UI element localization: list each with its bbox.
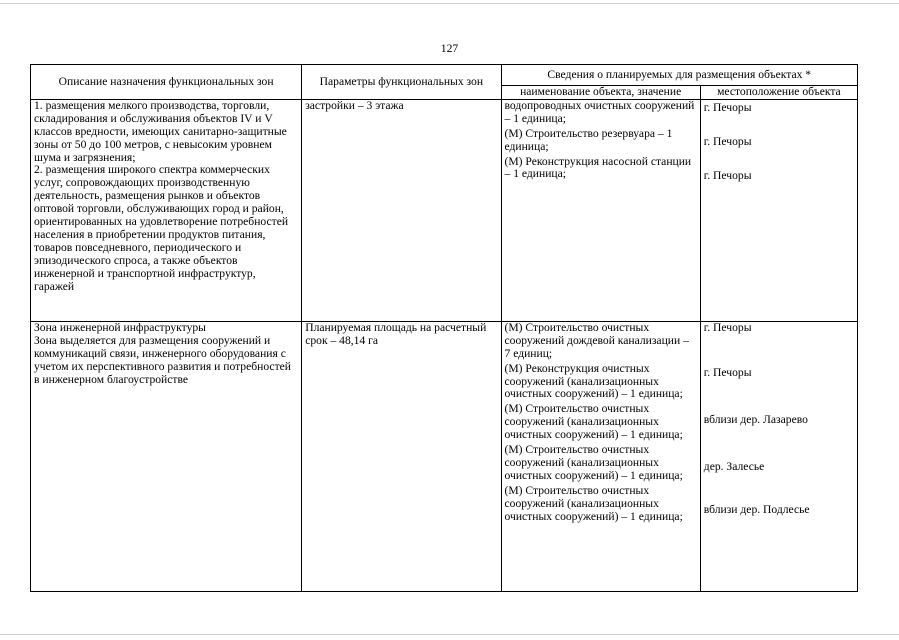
object-item: (М) Строительство очистных сооружений (канализационных очистных сооружений) – 1 единица; <box>504 443 683 482</box>
page-number: 127 <box>440 42 459 55</box>
locations-cell <box>700 321 857 591</box>
object-item: (М) Строительство очистных сооружений (канализационных очистных сооружений) – 1 единица; <box>504 402 683 442</box>
zones-table <box>30 64 858 592</box>
header-parameters: Параметры функциональных зон <box>302 65 501 100</box>
location-item: вблизи дер. Лазарево <box>703 412 808 426</box>
locations-cell <box>700 99 857 321</box>
table-row <box>31 99 858 321</box>
location-item: вблизи дер. Подлесье <box>703 502 810 516</box>
zone-description-para: 1. размещения мелкого производства, торговли, складирования и обслуживания объектов IV и V классов вредности, имеющих санитарно-защитные зоны от 50 до 100 метров, с невысоким уровнем шума и загрязнения; <box>34 98 287 164</box>
table-row <box>31 321 858 591</box>
objects-cell <box>501 99 700 321</box>
header-object-name: наименование объекта, значение <box>501 86 700 100</box>
location-item: г. Печоры <box>703 168 752 182</box>
object-item: водопроводных очистных сооружений – 1 единица; <box>504 98 695 125</box>
object-item: (М) Реконструкция очистных сооружений (канализационных очистных сооружений) – 1 единица; <box>504 361 683 401</box>
object-item: (М) Строительство очистных сооружений дождевой канализации – 7 единиц; <box>504 320 689 360</box>
zone-description-cell <box>31 321 302 591</box>
scan-top-edge <box>0 3 899 4</box>
location-item: г. Печоры <box>703 134 752 148</box>
header-description: Описание назначения функциональных зон <box>31 65 302 100</box>
header-object-location: местоположение объекта <box>700 86 857 100</box>
location-item: г. Печоры <box>703 100 752 114</box>
location-item: г. Печоры <box>703 365 752 379</box>
zone-parameters-cell: Планируемая площадь на расчетный срок – 48,14 га <box>302 321 501 591</box>
zone-description-para: Зона выделяется для размещения сооружений и коммуникаций связи, инженерного оборудования с учетом их перспективного развития и потребностей в инженерном благоустройстве <box>34 333 291 386</box>
object-item: (М) Строительство резервуара – 1 единица; <box>504 126 673 153</box>
location-item: дер. Залесье <box>703 459 765 473</box>
zone-parameters-cell: застройки – 3 этажа <box>302 99 501 321</box>
header-planned-objects: Сведения о планируемых для размещения объектах * <box>501 65 858 86</box>
zone-description-cell <box>31 99 302 321</box>
scan-bottom-edge <box>0 634 899 635</box>
zone-description-para: 2. размещения широкого спектра коммерческих услуг, сопровождающих производственную деятельность, размещения рынков и объектов оптовой торговли, обслуживающих город и район, ориентированных на удовлетворение потребностей населения в приобретении продуктов питания, товаров повседневного, периодического и эпизодического спроса, а также объектов инженерной и транспортной инфраструктур, гаражей <box>34 163 289 293</box>
zone-title: Зона инженерной инфраструктуры <box>34 320 206 334</box>
objects-cell <box>501 321 700 591</box>
object-item: (М) Строительство очистных сооружений (канализационных очистных сооружений) – 1 единица; <box>504 483 683 523</box>
location-item: г. Печоры <box>703 320 752 334</box>
table-header-row <box>31 65 858 86</box>
object-item: (М) Реконструкция насосной станции – 1 единица; <box>504 154 692 181</box>
